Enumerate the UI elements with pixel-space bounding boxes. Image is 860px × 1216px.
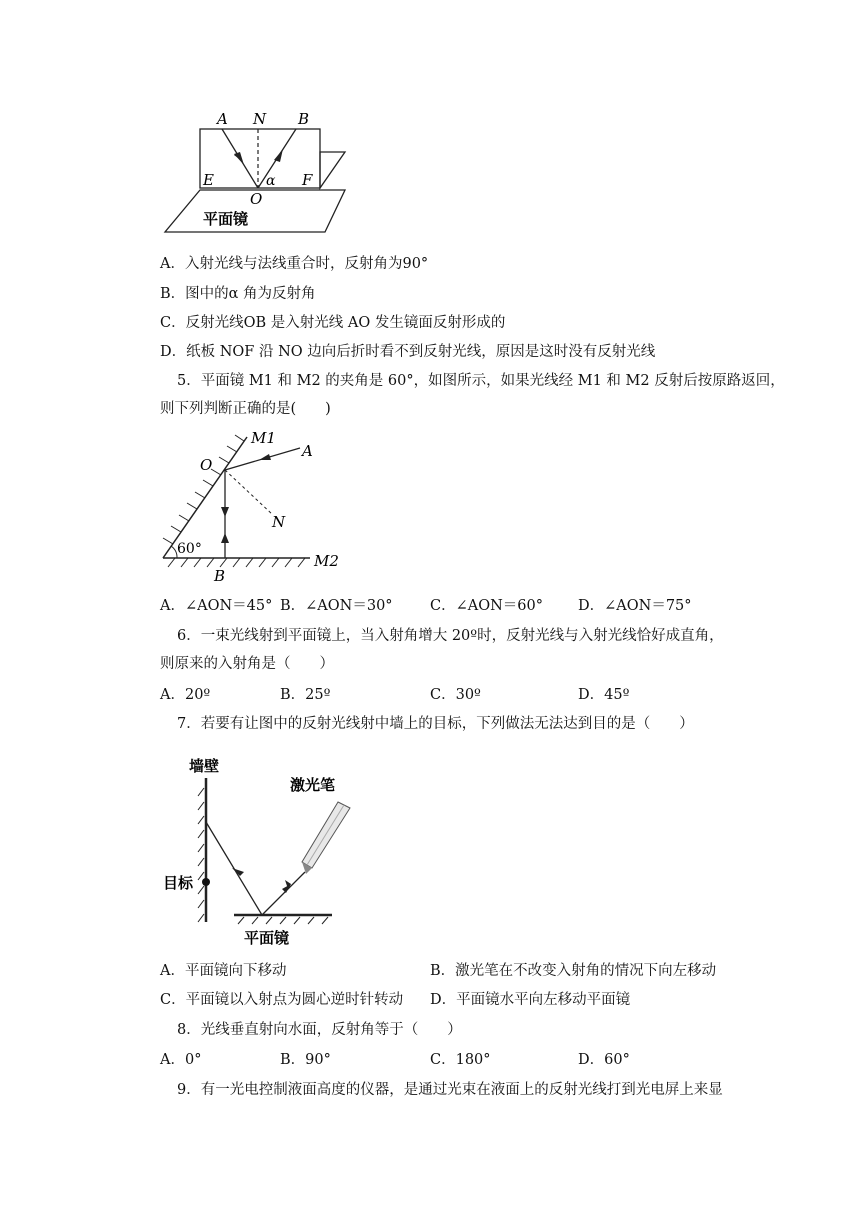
q5-option-d: D．∠AON＝75°	[578, 598, 692, 614]
q7-option-d: D．平面镜水平向左移动平面镜	[430, 992, 631, 1008]
q7-option-b: B．激光笔在不改变入射角的情况下向左移动	[430, 963, 717, 979]
normal-on	[225, 470, 273, 515]
q5-options	[160, 596, 720, 616]
q5-stem-line2: 则下列判断正确的是( )	[160, 401, 331, 417]
fig1-label-O: O	[250, 190, 263, 208]
laser-incident-ray	[262, 872, 305, 915]
fig1-mirror-label: 平面镜	[203, 210, 249, 228]
q4-option-a: A．入射光线与法线重合时，反射角为90°	[160, 256, 429, 272]
fig1-label-B: B	[298, 110, 310, 128]
fig5-label-B: B	[214, 567, 226, 585]
fig7-laser-label: 激光笔	[290, 776, 336, 794]
q8-option-d: D．60°	[578, 1052, 630, 1068]
q8-option-c: C．180°	[430, 1052, 491, 1068]
figure-laser-wall	[160, 750, 360, 950]
laser-reflected-ray	[206, 822, 262, 915]
board-folded-part	[320, 152, 345, 188]
q5-option-a: A．∠AON＝45°	[160, 598, 273, 614]
fig5-label-M2: M2	[314, 552, 339, 570]
fig1-label-N: N	[253, 110, 267, 128]
q7-options-row2	[160, 990, 740, 1010]
fig5-label-M1: M1	[251, 429, 276, 447]
q6-option-d: D．45º	[578, 687, 630, 703]
fig5-label-N: N	[272, 513, 286, 531]
fig5-label-A: A	[302, 442, 313, 460]
fig1-label-A: A	[217, 110, 228, 128]
fig1-label-E: E	[203, 171, 214, 189]
figure-reflection-board	[150, 105, 360, 235]
fig1-label-alpha: α	[266, 173, 276, 189]
q8-option-a: A．0°	[160, 1052, 202, 1068]
q8-stem-line1: 8．光线垂直射向水面，反射角等于（ ）	[177, 1022, 462, 1038]
fig7-wall-label: 墙壁	[189, 757, 220, 775]
fig7-target-label: 目标	[163, 874, 194, 892]
q6-option-a: A．20º	[160, 687, 211, 703]
q7-option-c: C．平面镜以入射点为圆心逆时针转动	[160, 992, 404, 1008]
q6-option-c: C．30º	[430, 687, 481, 703]
q4-option-b: B．图中的α 角为反射角	[160, 286, 316, 302]
fig1-label-F: F	[302, 171, 313, 189]
q9-stem-line1: 9．有一光电控制液面高度的仪器，是通过光束在液面上的反射光线打到光电屏上来显	[177, 1082, 723, 1098]
q6-stem-line1: 6．一束光线射到平面镜上，当入射角增大 20º时，反射光线与入射光线恰好成直角，	[177, 628, 724, 644]
q7-stem-line1: 7．若要有让图中的反射光线射中墙上的目标，下列做法无法达到目的是（ ）	[177, 716, 694, 732]
q5-option-b: B．∠AON＝30°	[280, 598, 393, 614]
q6-option-b: B．25º	[280, 687, 331, 703]
q7-option-a: A．平面镜向下移动	[160, 963, 287, 979]
q4-option-d: D．纸板 NOF 沿 NO 边向后折时看不到反射光线，原因是这时没有反射光线	[160, 344, 656, 360]
q6-stem-line2: 则原来的入射角是（ ）	[160, 656, 334, 672]
q6-options	[160, 685, 720, 705]
q4-option-c: C．反射光线OB 是入射光线 AO 发生镜面反射形成的	[160, 315, 506, 331]
fig7-mirror-label: 平面镜	[244, 929, 290, 947]
q8-options	[160, 1050, 720, 1070]
q8-option-b: B．90°	[280, 1052, 331, 1068]
target-dot	[202, 878, 210, 886]
fig5-label-O: O	[200, 456, 213, 474]
q5-option-c: C．∠AON＝60°	[430, 598, 543, 614]
figure-two-mirrors	[155, 425, 345, 585]
q7-options-row1	[160, 961, 740, 981]
fig5-angle-label: 60°	[177, 541, 202, 557]
q5-stem-line1: 5．平面镜 M1 和 M2 的夹角是 60°，如图所示，如果光线经 M1 和 M2 反射后按原路返回，	[177, 373, 785, 389]
laser-pen-icon	[302, 802, 350, 874]
